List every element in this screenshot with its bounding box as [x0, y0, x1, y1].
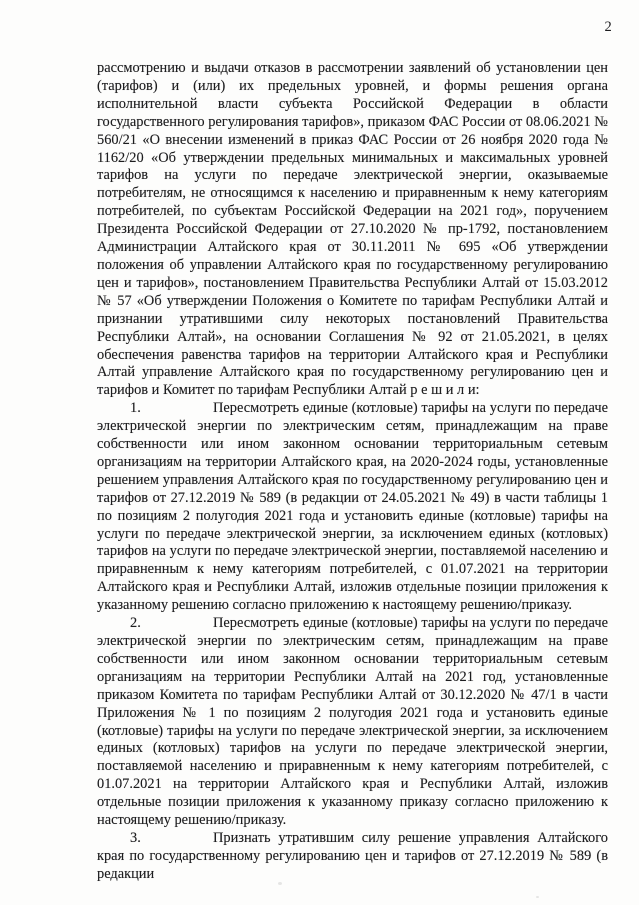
item-1-text: Пересмотреть единые (котловые) тарифы на услуги по передаче электрической энергии по электрическим сетям, принадлежащим на праве собственности или ином законном основании территориальным сетевым организациям на территории Алтайского края, на 2020-2024 годы, установленные решением управления Алтайского края по государственному регулированию цен и тарифов от 27.12.2019 № 589 (в редакции от 24.05.2021 № 49) в части таблицы 1 по позициям 2 полугодия 2021 года и установить единые (котловые) тарифы на услуги по передаче электрической энергии, за исключением единых (котловых) тарифов на услуги по передаче электрической энергии, поставляемой населению и приравненным к нему категориям потребителей, с 01.07.2021 на территории Алтайского края и Республики Алтай, изложив отдельные позиции приложения к указанному решению согласно приложению к настоящему решению/приказу.: [97, 400, 608, 614]
document-body: [97, 60, 608, 884]
paragraph-item-3: [97, 830, 608, 884]
paragraph-continuation: рассмотрению и выдачи отказов в рассмотрении заявлений об установлении цен (тарифов) и (или) их предельных уровней, и формы решения органа исполнительной власти субъекта Российской Федерации в области государственного регулирования тарифов», приказом ФАС России от 08.06.2021 № 560/21 «О внесении изменений в приказ ФАС России от 26 ноября 2020 года № 1162/20 «Об утверждении предельных минимальных и максимальных уровней тарифов на услуги по передаче электрической энергии, оказываемые потребителям, не относящимся к населению и приравненным к нему категориям потребителей, по субъектам Российской Федерации на 2021 год», поручением Президента Российской Федерации от 27.10.2020 № пр-1792, постановлением Администрации Алтайского края от 30.11.2011 № 695 «Об утверждении положения об управлении Алтайского края по государственному регулированию цен и тарифов», постановлением Правительства Республики Алтай от 15.03.2012 № 57 «Об утверждении Положения о Комитете по тарифам Республики Алтай и признании утратившими силу некоторых постановлений Правительства Республики Алтай», на основании Соглашения № 92 от 21.05.2021, в целях обеспечения равенства тарифов на территории Алтайского края и Республики Алтай управление Алтайского края по государственному регулированию цен и тарифов и Комитет по тарифам Республики Алтай р е ш и л и:: [97, 60, 608, 399]
item-3-number: 3.: [130, 829, 141, 846]
item-2-text: Пересмотреть единые (котловые) тарифы на услуги по передаче электрической энергии по электрическим сетям, принадлежащим на праве собственности или ином законном основании территориальным сетевым организациям на территории Республики Алтай на 2021 год, установленные приказом Комитета по тарифам Республики Алтай от 30.12.2020 № 47/1 в части Приложения № 1 по позициям 2 полугодия 2021 года и установить единые (котловые) тарифы на услуги по передаче электрической энергии, за исключением единых (котловых) тарифов на услуги по передаче электрической энергии, поставляемой населению и приравненным к нему категориям потребителей, с 01.07.2021 на территории Алтайского края и Республики Алтай, изложив отдельные позиции приложения к указанному приказу согласно приложению к настоящему решению/приказу.: [97, 615, 608, 829]
item-2-number: 2.: [130, 615, 141, 632]
item-1-number: 1.: [130, 400, 141, 417]
scan-speckle: [278, 882, 282, 885]
scan-speckle: [558, 853, 561, 855]
scan-speckle: [536, 896, 539, 898]
paragraph-item-1: [97, 400, 608, 615]
item-3-text: Признать утратившим силу решение управления Алтайского края по государственному регулированию цен и тарифов от 27.12.2019 № 589 (в редакции: [97, 829, 608, 882]
paragraph-item-2: [97, 615, 608, 830]
page-number: 2: [604, 19, 612, 35]
